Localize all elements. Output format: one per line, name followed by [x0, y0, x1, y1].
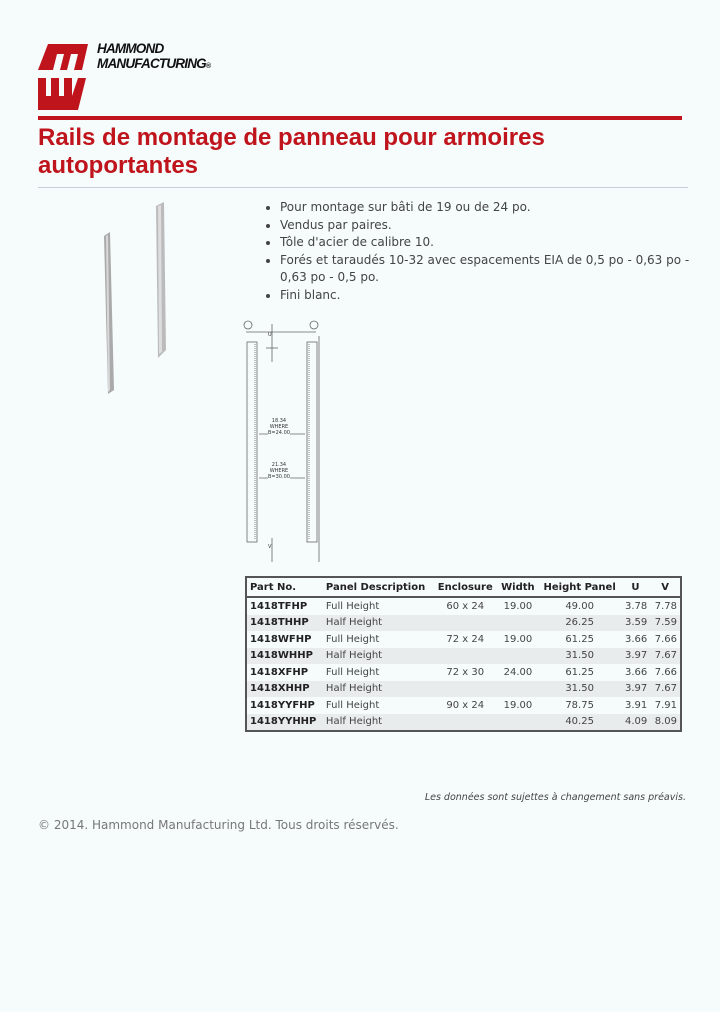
cell-height-panel: 31.50 — [539, 648, 621, 665]
dimension-diagram — [242, 316, 324, 562]
hammond-logo-icon — [38, 42, 90, 112]
feature-item: • Forés et taraudés 10-32 avec espacements EIA de 0,5 po - 0,63 po - 0,63 po - 0,5 po. — [280, 252, 700, 287]
cell-width: 24.00 — [503, 666, 533, 678]
cell-panel-description: Full Height — [325, 699, 380, 711]
feature-item: • Fini blanc. — [280, 287, 700, 305]
cell-width: 19.00 — [503, 633, 533, 645]
cell-width: 19.00 — [503, 600, 533, 612]
col-v: V — [650, 577, 681, 597]
logo-line2: MANUFACTURING — [97, 56, 206, 71]
table-row — [246, 631, 681, 648]
col-width: Width — [497, 577, 538, 597]
product-image — [98, 200, 178, 400]
cell-height-panel: 61.25 — [565, 633, 594, 645]
copyright: © 2014. Hammond Manufacturing Ltd. Tous droits réservés. — [38, 818, 399, 832]
cell-v: 7.91 — [654, 699, 677, 711]
cell-height-panel: 31.50 — [539, 681, 621, 698]
parts-table — [245, 576, 682, 732]
cell-panel-description: Half Height — [323, 648, 433, 665]
rail-drawing-icon — [242, 316, 324, 562]
dim1-where: WHERE — [269, 424, 289, 430]
cell-v: 7.67 — [650, 681, 681, 698]
cell-v: 7.66 — [654, 633, 677, 645]
cell-height-panel: 78.75 — [565, 699, 594, 711]
logo-text — [97, 41, 210, 74]
dimension-1 — [268, 418, 290, 436]
cell-panel-description: Full Height — [325, 633, 380, 645]
dim1-value: 18.34 — [271, 418, 287, 424]
cell-part-no: 1418WFHP — [250, 633, 312, 645]
cell-enclosure — [433, 681, 497, 698]
cell-enclosure — [433, 648, 497, 665]
cell-panel-description: Half Height — [323, 681, 433, 698]
cell-part-no: 1418WHHP — [246, 648, 323, 665]
cell-width — [497, 714, 538, 732]
feature-item: • Vendus par paires. — [280, 217, 700, 235]
u-label: U — [268, 332, 272, 338]
table-row — [246, 681, 681, 698]
cell-width: 19.00 — [503, 699, 533, 711]
logo-line1: HAMMOND — [97, 41, 164, 56]
col-height-panel: Height Panel — [539, 577, 621, 597]
cell-u: 3.78 — [625, 600, 648, 612]
col-enclosure: Enclosure — [433, 577, 497, 597]
cell-height-panel: 40.25 — [539, 714, 621, 732]
cell-part-no: 1418XHHP — [246, 681, 323, 698]
cell-v: 7.59 — [650, 615, 681, 632]
v-label: V — [268, 544, 272, 550]
cell-v: 7.67 — [650, 648, 681, 665]
dim1-b: B=24.00 — [268, 430, 290, 436]
table-row — [246, 648, 681, 665]
disclaimer-note: Les données sont sujettes à changement sans préavis. — [424, 792, 686, 803]
cell-part-no: 1418TFHP — [250, 600, 308, 612]
cell-enclosure: 60 x 24 — [446, 600, 485, 612]
cell-part-no: 1418YYFHP — [250, 699, 315, 711]
cell-width — [497, 648, 538, 665]
cell-panel-description: Full Height — [325, 666, 380, 678]
dim2-b: B=30.00 — [268, 474, 290, 480]
dimension-2 — [268, 462, 290, 480]
cell-enclosure — [433, 615, 497, 632]
cell-height-panel: 61.25 — [565, 666, 594, 678]
cell-u: 3.91 — [625, 699, 648, 711]
cell-u: 3.97 — [621, 681, 651, 698]
cell-part-no: 1418YYHHP — [246, 714, 323, 732]
header-divider — [38, 116, 682, 120]
cell-height-panel: 49.00 — [565, 600, 594, 612]
page-title: Rails de montage de panneau pour armoires autoportantes — [38, 124, 545, 179]
col-u: U — [621, 577, 651, 597]
cell-enclosure: 72 x 30 — [446, 666, 485, 678]
feature-item: • Pour montage sur bâti de 19 ou de 24 po. — [280, 199, 700, 217]
cell-width — [497, 615, 538, 632]
feature-list — [262, 199, 700, 304]
cell-u: 4.09 — [621, 714, 651, 732]
cell-panel-description: Full Height — [325, 600, 380, 612]
col-part-no: Part No. — [246, 577, 323, 597]
table-row — [246, 615, 681, 632]
table-row — [246, 597, 681, 615]
cell-v: 7.66 — [654, 666, 677, 678]
title-divider — [38, 187, 688, 188]
cell-panel-description: Half Height — [323, 615, 433, 632]
cell-panel-description: Half Height — [323, 714, 433, 732]
logo-reg: ® — [205, 63, 211, 70]
cell-part-no: 1418THHP — [246, 615, 323, 632]
cell-enclosure: 72 x 24 — [446, 633, 485, 645]
dim2-where: WHERE — [269, 468, 289, 474]
cell-v: 7.78 — [654, 600, 677, 612]
table-header-row — [246, 577, 681, 597]
cell-enclosure: 90 x 24 — [446, 699, 485, 711]
table-row — [246, 714, 681, 732]
cell-part-no: 1418XFHP — [250, 666, 309, 678]
cell-height-panel: 26.25 — [539, 615, 621, 632]
feature-item: • Tôle d'acier de calibre 10. — [280, 234, 700, 252]
col-panel-description: Panel Description — [323, 577, 433, 597]
dim2-value: 21.34 — [271, 462, 287, 468]
cell-enclosure — [433, 714, 497, 732]
cell-v: 8.09 — [650, 714, 681, 732]
cell-u: 3.66 — [625, 633, 648, 645]
cell-u: 3.66 — [625, 666, 648, 678]
table-row — [246, 697, 681, 714]
cell-width — [497, 681, 538, 698]
cell-u: 3.59 — [621, 615, 651, 632]
cell-u: 3.97 — [621, 648, 651, 665]
table-row — [246, 664, 681, 681]
